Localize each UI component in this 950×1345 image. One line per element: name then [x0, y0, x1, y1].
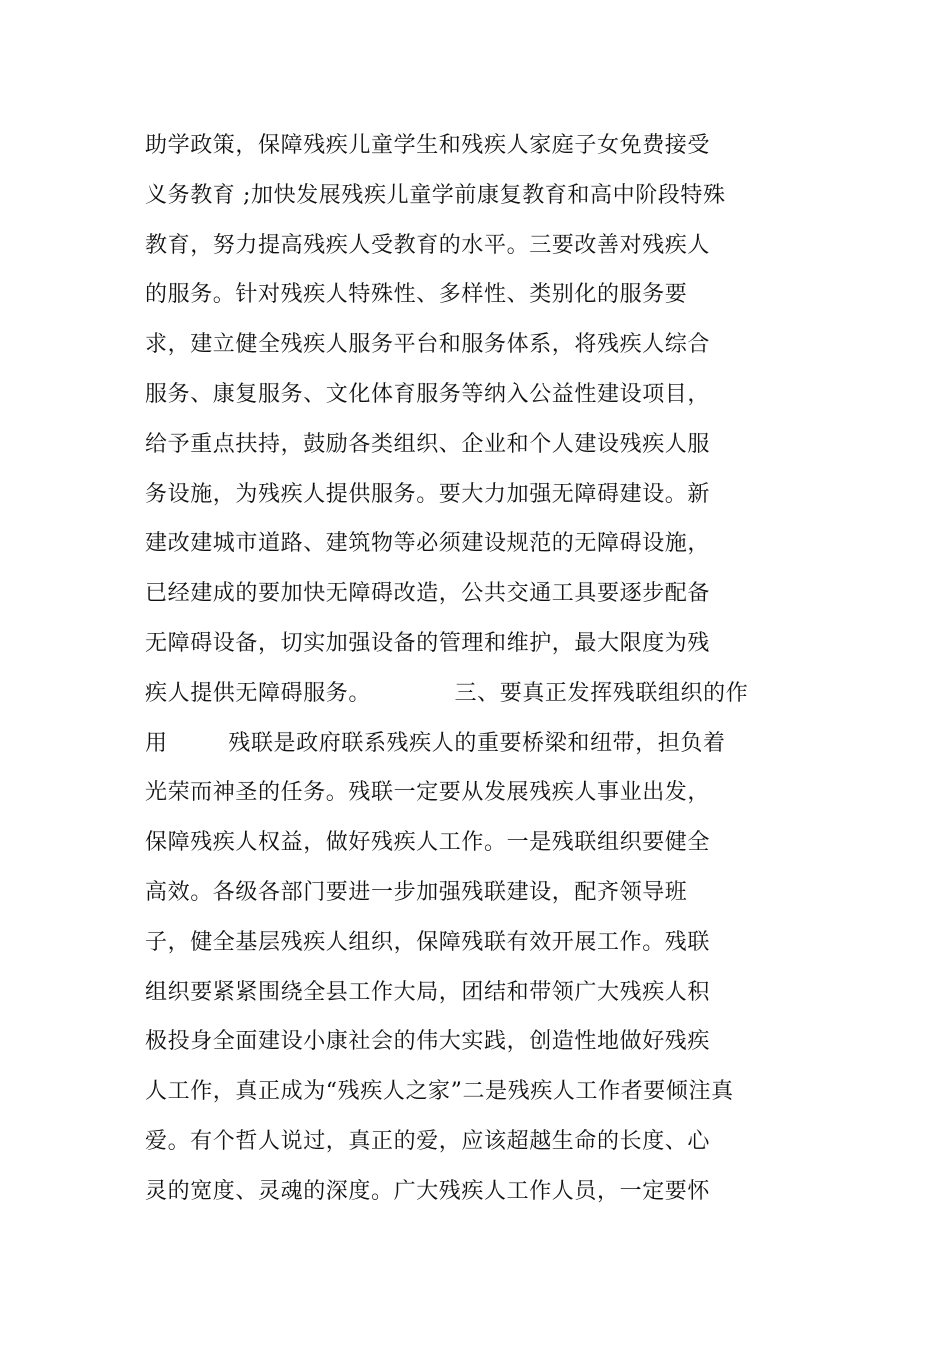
text-line: 人工作，真正成为“残疾人之家”二是残疾人工作者要倾注真: [145, 1079, 734, 1105]
text-line: 高效。各级各部门要进一步加强残联建设，配齐领导班: [145, 879, 688, 905]
text-line: 助学政策，保障残疾儿童学生和残疾人家庭子女免费接受: [145, 133, 711, 158]
text-line: 服务、康复服务、文化体育服务等纳入公益性建设项目，: [145, 381, 711, 407]
text-line: 保障残疾人权益，做好残疾人工作。一是残联组织要健全: [145, 830, 711, 856]
text-line: 极投身全面建设小康社会的伟大实践，创造性地做好残疾: [145, 1029, 711, 1055]
text-line: 无障碍设备，切实加强设备的管理和维护，最大限度为残: [145, 630, 711, 656]
text-line: 光荣而神圣的任务。残联一定要从发展残疾人事业出发，: [145, 780, 711, 806]
text-line: 子，健全基层残疾人组织，保障残联有效开展工作。残联: [145, 929, 711, 955]
text-line: 用 残联是政府联系残疾人的重要桥梁和纽带，担负着: [145, 730, 726, 756]
text-line: 爱。有个哲人说过，真正的爱，应该超越生命的长度、心: [145, 1128, 711, 1154]
text-line: 教育，努力提高残疾人受教育的水平。三要改善对残疾人: [145, 232, 711, 258]
text-line: 组织要紧紧围绕全县工作大局，团结和带领广大残疾人积: [145, 979, 711, 1005]
text-line: 已经建成的要加快无障碍改造，公共交通工具要逐步配备: [145, 581, 711, 607]
body-text: [145, 121, 845, 1217]
text-line: 给予重点扶持，鼓励各类组织、企业和个人建设残疾人服: [145, 431, 711, 457]
text-line: 义务教育 ;加快发展残疾儿童学前康复教育和高中阶段特殊: [145, 182, 726, 208]
text-line: 灵的宽度、灵魂的深度。广大残疾人工作人员，一定要怀: [145, 1178, 711, 1204]
text-line: 的服务。针对残疾人特殊性、多样性、类别化的服务要: [145, 282, 688, 308]
text-line: 建改建城市道路、建筑物等必须建设规范的无障碍设施，: [145, 531, 711, 557]
text-line: 求，建立健全残疾人服务平台和服务体系，将残疾人综合: [145, 332, 711, 358]
text-line: 疾人提供无障碍服务。 三、要真正发挥残联组织的作: [145, 680, 749, 706]
text-line: 务设施，为残疾人提供服务。要大力加强无障碍建设。新: [145, 481, 711, 507]
